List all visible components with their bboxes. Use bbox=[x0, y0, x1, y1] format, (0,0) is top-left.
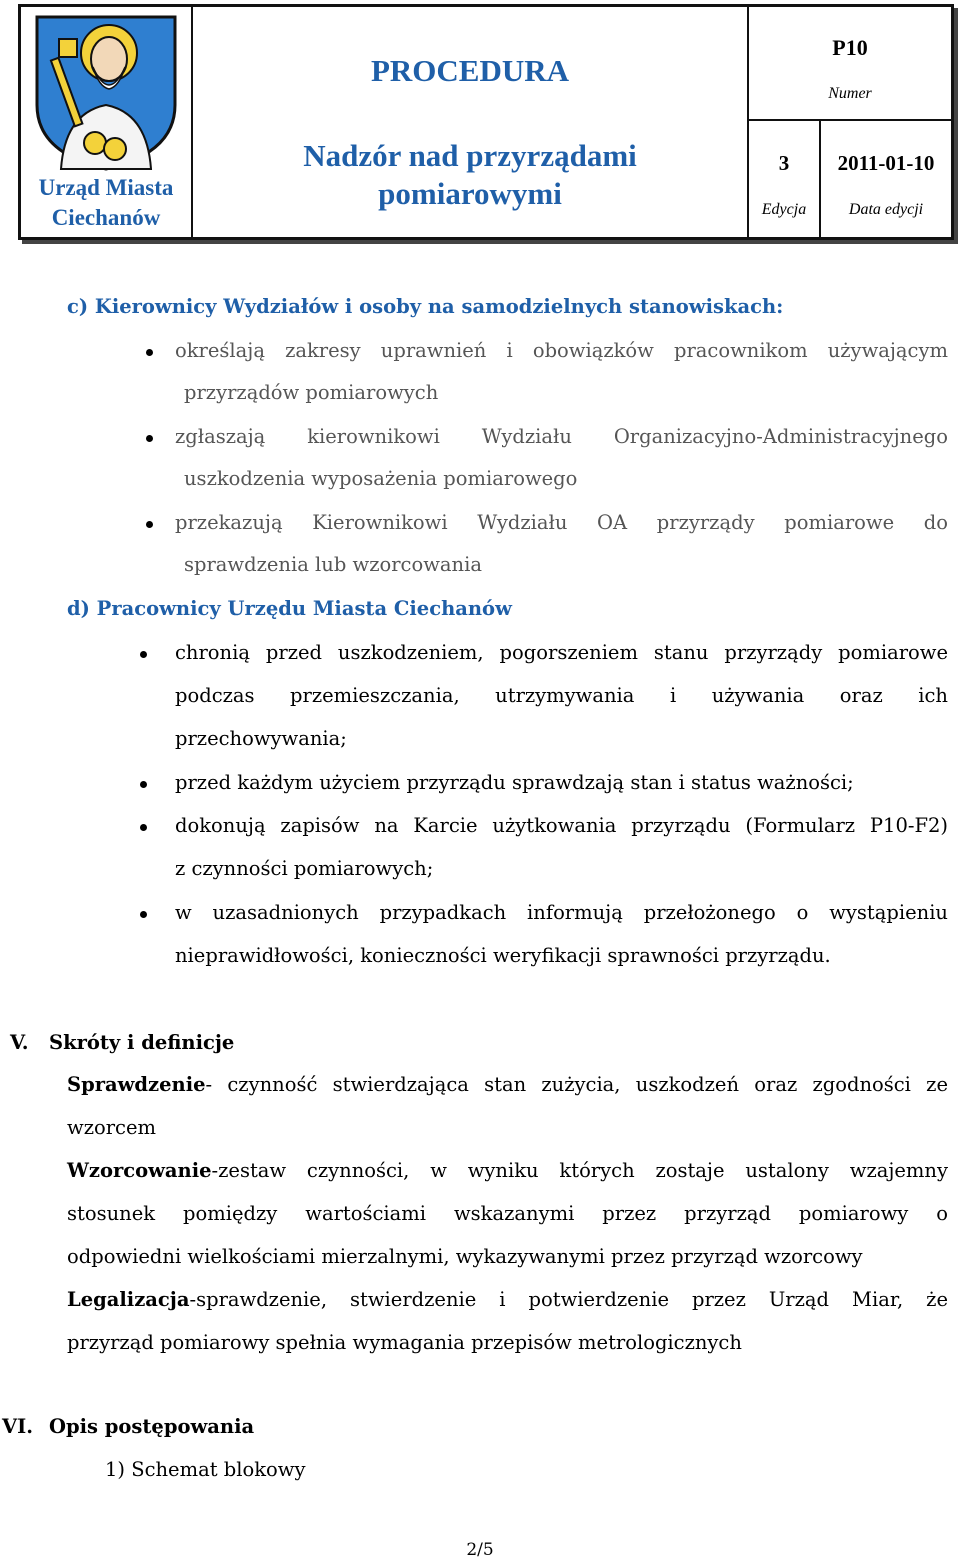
org-line-1: Urząd Miasta bbox=[38, 175, 174, 200]
list-item: określają zakresy uprawnień i obowiązków pracownikom używającym bbox=[175, 339, 948, 362]
section-vi-numeral: VI. bbox=[2, 1415, 34, 1438]
date-value: 2011-01-10 bbox=[837, 151, 935, 175]
title-line-2: pomiarowymi bbox=[378, 176, 562, 211]
date-label: Data edycji bbox=[848, 201, 924, 218]
list-item-cont: nieprawidłowości, konieczności weryfikacji sprawności przyrządu. bbox=[175, 944, 831, 967]
procedure-number: P10 bbox=[832, 35, 868, 60]
section-v-title: Skróty i definicje bbox=[49, 1031, 235, 1054]
number-label: Numer bbox=[828, 85, 872, 102]
section-d-heading: d) Pracownicy Urzędu Miasta Ciechanów bbox=[67, 597, 512, 620]
bullet-icon bbox=[140, 824, 147, 831]
number-box bbox=[749, 7, 951, 121]
definition-term: Sprawdzenie bbox=[67, 1073, 206, 1096]
edition-box bbox=[749, 121, 821, 237]
org-line-2: Ciechanów bbox=[51, 205, 161, 230]
definition-text-cont: stosunek pomiędzy wartościami wskazanymi przez przyrząd pomiarowy o bbox=[67, 1202, 948, 1225]
meta-cell bbox=[749, 7, 951, 237]
procedure-label: PROCEDURA bbox=[370, 53, 570, 88]
logo-cell bbox=[21, 7, 193, 237]
section-c-heading: c) Kierownicy Wydziałów i osoby na samodzielnych stanowiskach: bbox=[67, 295, 784, 318]
edition-value: 3 bbox=[778, 151, 790, 175]
definition-text: - czynność stwierdzająca stan zużycia, uszkodzeń oraz zgodności ze bbox=[205, 1073, 948, 1096]
list-item-schemat: 1) Schemat blokowy bbox=[105, 1458, 306, 1481]
bullet-icon bbox=[140, 781, 147, 788]
definition-text: -zestaw czynności, w wyniku których zostaje ustalony wzajemny bbox=[211, 1159, 948, 1182]
list-item-cont: przechowywania; bbox=[175, 727, 347, 750]
list-item: w uzasadnionych przypadkach informują przełożonego o wystąpieniu bbox=[175, 901, 948, 924]
list-item: przekazują Kierownikowi Wydziału OA przyrządy pomiarowe do bbox=[175, 511, 948, 534]
definition-wzorcowanie bbox=[67, 1158, 948, 1184]
list-item-cont: przyrządów pomiarowych bbox=[184, 381, 439, 404]
procedure-header bbox=[18, 4, 954, 240]
list-item: chronią przed uszkodzeniem, pogorszeniem stanu przyrządy pomiarowe bbox=[175, 641, 948, 664]
list-item: dokonują zapisów na Karcie użytkowania przyrządu (Formularz P10-F2) bbox=[175, 814, 948, 837]
coat-of-arms-icon bbox=[31, 13, 181, 173]
bullet-icon bbox=[146, 435, 153, 442]
definition-text-cont: przyrząd pomiarowy spełnia wymagania przepisów metrologicznych bbox=[67, 1331, 742, 1354]
definition-legalizacja bbox=[67, 1287, 948, 1313]
title-line-1: Nadzór nad przyrządami bbox=[303, 138, 637, 173]
list-item-cont: sprawdzenia lub wzorcowania bbox=[184, 553, 482, 576]
list-item-cont: podczas przemieszczania, utrzymywania i używania oraz ich bbox=[175, 684, 948, 707]
edition-label: Edycja bbox=[761, 201, 807, 218]
bullet-icon bbox=[146, 521, 153, 528]
title-cell bbox=[193, 7, 749, 237]
definition-text-cont: wzorcem bbox=[67, 1116, 156, 1139]
bullet-icon bbox=[140, 651, 147, 658]
section-vi-title: Opis postępowania bbox=[49, 1415, 255, 1438]
definition-text: -sprawdzenie, stwierdzenie i potwierdzenie przez Urząd Miar, że bbox=[189, 1288, 948, 1311]
list-item-cont: uszkodzenia wyposażenia pomiarowego bbox=[184, 467, 578, 490]
definition-sprawdzenie bbox=[67, 1072, 948, 1098]
section-v-numeral: V. bbox=[10, 1031, 29, 1054]
edition-date-row bbox=[749, 121, 951, 237]
definition-term: Legalizacja bbox=[67, 1288, 190, 1311]
procedure-title bbox=[193, 137, 747, 213]
bullet-icon bbox=[140, 911, 147, 918]
organization-name bbox=[21, 173, 191, 233]
definition-text-cont: odpowiedni wielkościami mierzalnymi, wykazywanymi przez przyrząd wzorcowy bbox=[67, 1245, 863, 1268]
bullet-icon bbox=[146, 349, 153, 356]
page-number: 2/5 bbox=[466, 1540, 494, 1560]
list-item: zgłaszają kierownikowi Wydziału Organizacyjno-Administracyjnego bbox=[175, 425, 948, 448]
list-item: przed każdym użyciem przyrządu sprawdzają stan i status ważności; bbox=[175, 771, 854, 794]
list-item-cont: z czynności pomiarowych; bbox=[175, 857, 434, 880]
definition-term: Wzorcowanie bbox=[67, 1159, 212, 1182]
date-box bbox=[821, 121, 951, 237]
